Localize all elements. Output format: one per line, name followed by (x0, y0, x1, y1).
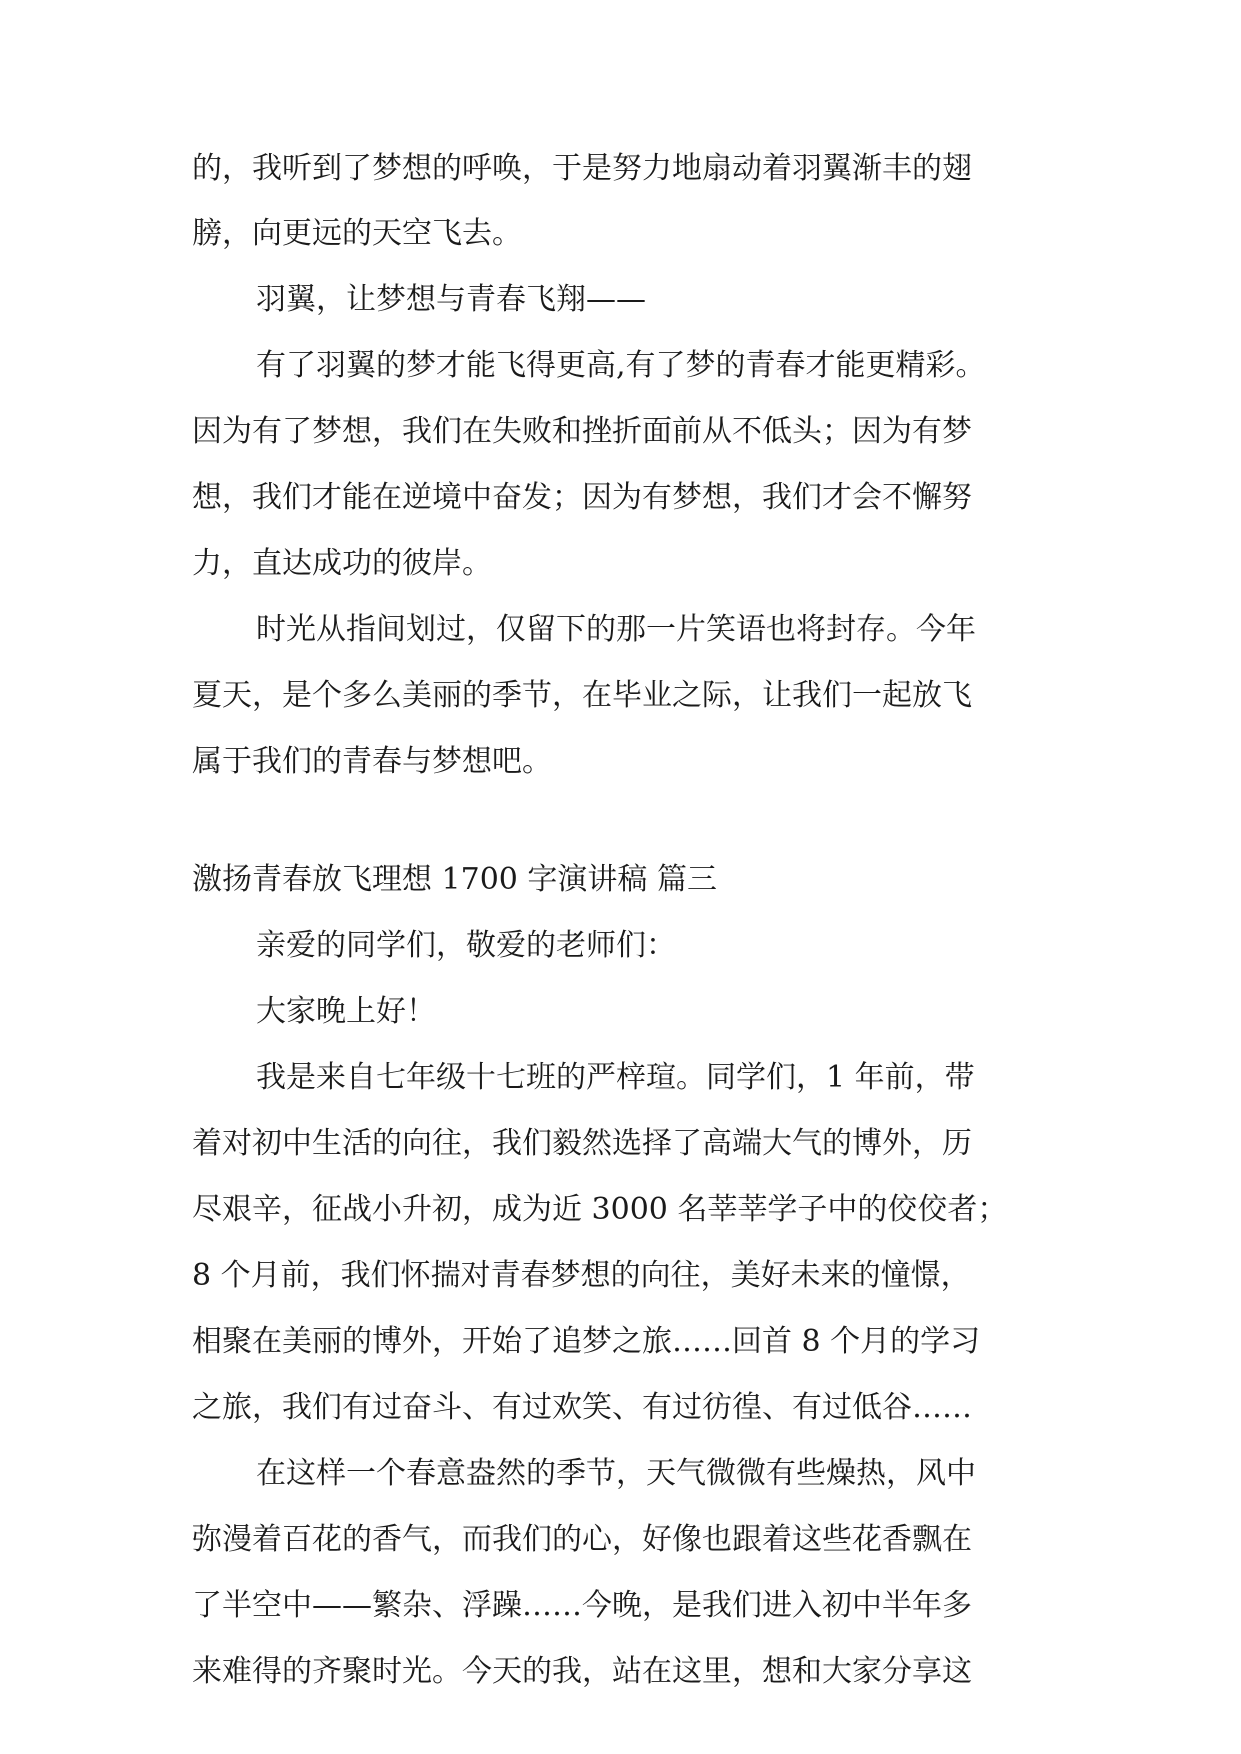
text-line: 因为有了梦想，我们在失败和挫折面前从不低头；因为有梦 (192, 414, 972, 449)
text-line: 8 个月前，我们怀揣对青春梦想的向往，美好未来的憧憬， (192, 1258, 971, 1293)
text-line: 尽艰辛，征战小升初，成为近 3000 名莘莘学子中的佼佼者； (192, 1192, 1008, 1227)
text-line: 了半空中——繁杂、浮躁……今晚，是我们进入初中半年多 (192, 1588, 972, 1623)
text-line: 相聚在美丽的博外，开始了追梦之旅……回首 8 个月的学习 (192, 1324, 981, 1359)
text-line: 着对初中生活的向往，我们毅然选择了高端大气的博外，历 (192, 1126, 972, 1161)
section-heading: 激扬青春放飞理想 1700 字演讲稿 篇三 (192, 862, 717, 897)
text-line: 力，直达成功的彼岸。 (192, 546, 492, 581)
text-line: 羽翼，让梦想与青春飞翔—— (256, 282, 646, 317)
text-line: 大家晚上好！ (256, 994, 436, 1029)
text-line: 来难得的齐聚时光。今天的我，站在这里，想和大家分享这 (192, 1654, 972, 1689)
text-line: 时光从指间划过，仅留下的那一片笑语也将封存。今年 (256, 612, 976, 647)
text-line: 的，我听到了梦想的呼唤，于是努力地扇动着羽翼渐丰的翅 (192, 151, 972, 186)
text-line: 属于我们的青春与梦想吧。 (192, 744, 552, 779)
text-line: 我是来自七年级十七班的严梓瑄。同学们，1 年前，带 (256, 1060, 975, 1095)
text-line: 有了羽翼的梦才能飞得更高,有了梦的青春才能更精彩。 (256, 348, 986, 383)
text-line: 亲爱的同学们，敬爱的老师们： (256, 928, 676, 963)
text-line: 膀，向更远的天空飞去。 (192, 216, 522, 251)
text-line: 想，我们才能在逆境中奋发；因为有梦想，我们才会不懈努 (192, 480, 972, 515)
text-line: 弥漫着百花的香气，而我们的心，好像也跟着这些花香飘在 (192, 1522, 972, 1557)
text-line: 之旅，我们有过奋斗、有过欢笑、有过彷徨、有过低谷…… (192, 1390, 972, 1425)
text-line: 夏天，是个多么美丽的季节，在毕业之际，让我们一起放飞 (192, 678, 972, 713)
text-line: 在这样一个春意盎然的季节，天气微微有些燥热，风中 (256, 1456, 976, 1491)
